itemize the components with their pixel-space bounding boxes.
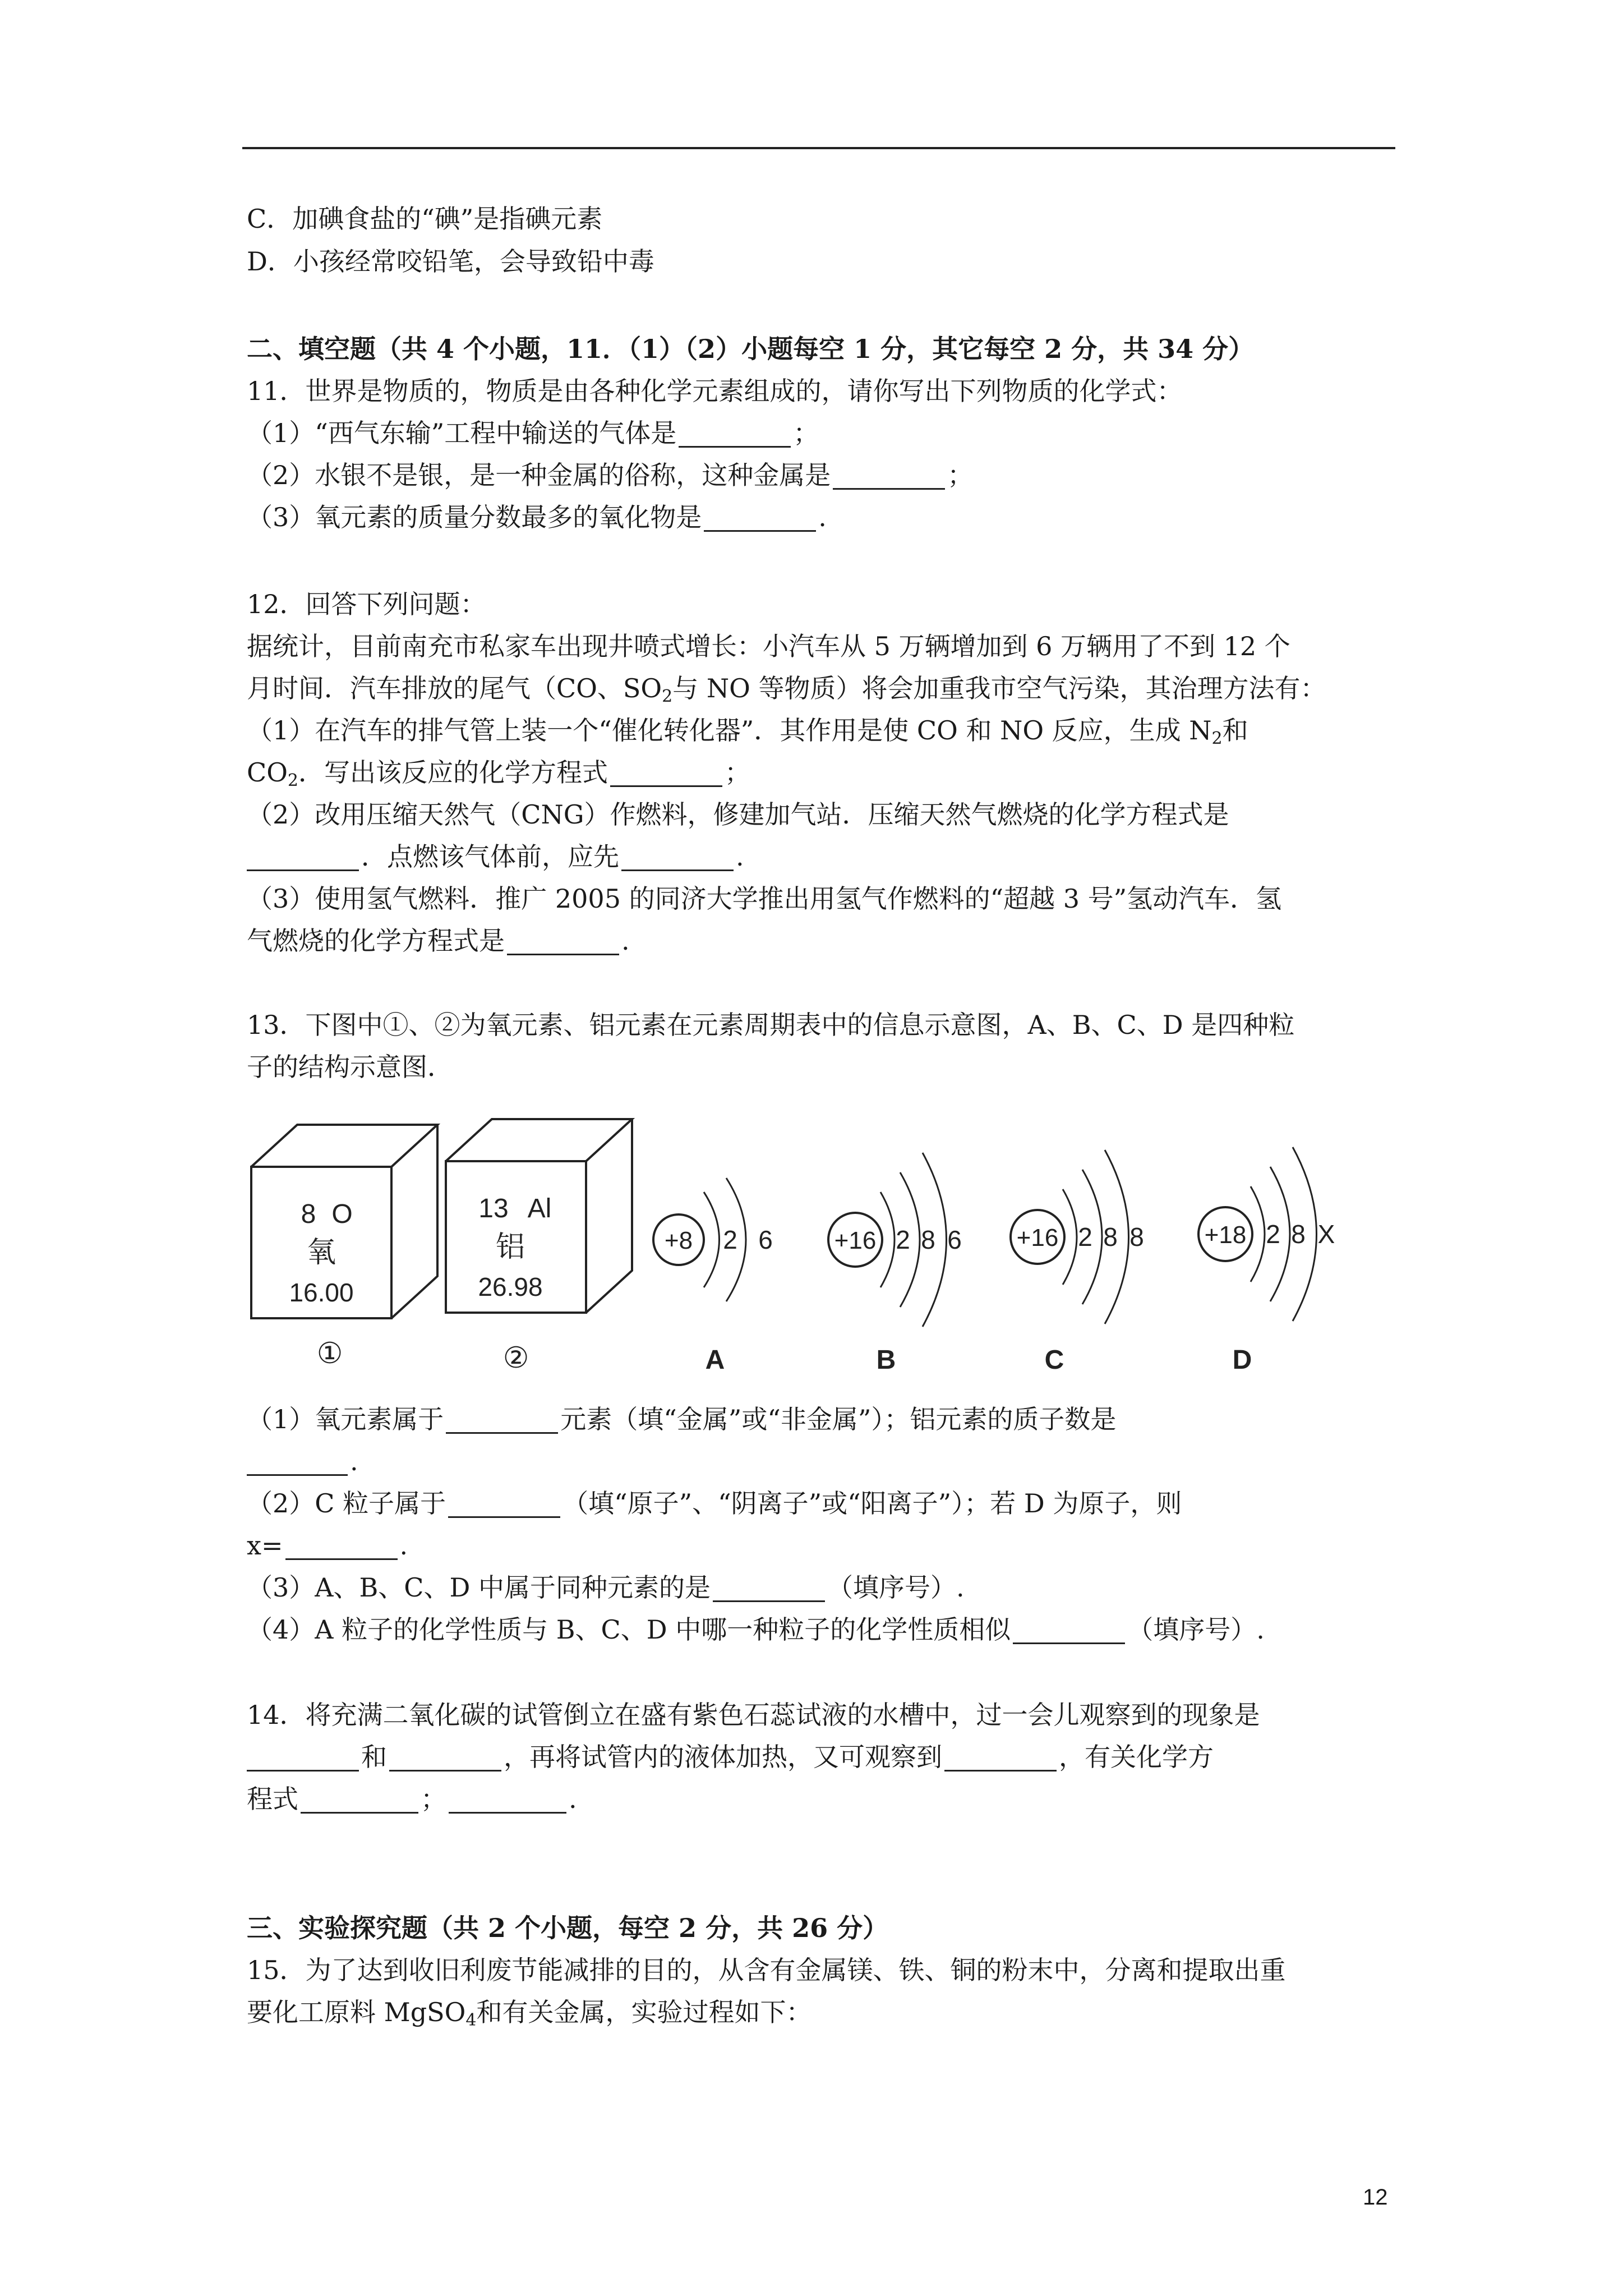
- answer-blank[interactable]: [247, 1744, 359, 1772]
- q12-part1: （1）在汽车的排气管上装一个“催化转化器”．其作用是使 CO 和 NO 反应，生成 $N_2$和: [247, 715, 1248, 748]
- q13-part2: （2）C 粒子属于 （填“原子”、“阴离子”或“阳离子”）；若 D 为原子，则: [247, 1488, 1182, 1519]
- oxygen-mass: 16.00: [289, 1278, 354, 1307]
- atom-diagram-a: [653, 1178, 773, 1375]
- q14-line2: 和 ，再将试管内的液体加热，又可观察到 ，有关化学方: [247, 1740, 1214, 1774]
- q11-part1: （1）“西气东输”工程中输送的气体是 ；: [247, 418, 819, 448]
- svg-text:8: 8: [1291, 1220, 1306, 1249]
- answer-blank[interactable]: [679, 420, 791, 448]
- answer-blank[interactable]: [247, 1448, 348, 1476]
- answer-blank[interactable]: [621, 844, 734, 871]
- section-2-header: 二、填空题（共 4 个小题，11．（1）（2）小题每空 1 分，其它每空 2 分，共 34 分）: [247, 334, 1255, 364]
- q11-part3: （3）氧元素的质量分数最多的氧化物是 .: [247, 502, 827, 532]
- q13-part4: （4）A 粒子的化学性质与 B、C、D 中哪一种粒子的化学性质相似 （填序号）.: [247, 1614, 1265, 1645]
- oxygen-symbol: O: [331, 1199, 353, 1229]
- q15-stem: 15．为了达到收旧利废节能减排的目的，从含有金属镁、铁、铜的粉末中，分离和提取出重: [247, 1955, 1286, 1985]
- answer-blank[interactable]: [713, 1575, 825, 1602]
- q13-stem-1: 13．下图中①、②为氧元素、铝元素在元素周期表中的信息示意图，A、B、C、D 是四种粒: [247, 1010, 1295, 1040]
- atom-diagram-c: [1011, 1150, 1144, 1375]
- q11-part2: （2）水银不是银，是一种金属的俗称，这种金属是 ；: [247, 460, 974, 490]
- label-2: ②: [502, 1342, 529, 1374]
- atom-diagram-b: [828, 1153, 962, 1375]
- oxygen-number: 8: [301, 1199, 316, 1229]
- answer-blank[interactable]: [285, 1533, 398, 1560]
- svg-text:A: A: [705, 1345, 725, 1375]
- svg-text:6: 6: [947, 1225, 962, 1254]
- q11-stem: 11．世界是物质的，物质是由各种化学元素组成的，请你写出下列物质的化学式：: [247, 376, 1183, 406]
- answer-blank[interactable]: [448, 1490, 560, 1518]
- svg-text:D: D: [1232, 1345, 1252, 1375]
- atom-diagram-d: [1198, 1147, 1335, 1375]
- aluminum-symbol: Al: [527, 1194, 552, 1223]
- q13-part3: （3）A、B、C、D 中属于同种元素的是 （填序号）.: [247, 1572, 965, 1603]
- q15-stem-cont: 要化工原料 MgSO$_4$和有关金属，实验过程如下：: [247, 1997, 812, 2030]
- svg-text:2: 2: [723, 1225, 737, 1254]
- aluminum-name: 铝: [495, 1231, 525, 1263]
- q12-part3-cont: 气燃烧的化学方程式是 .: [247, 926, 630, 956]
- q14-stem: 14．将充满二氧化碳的试管倒立在盛有紫色石蕊试液的水槽中，过一会儿观察到的现象是: [247, 1700, 1260, 1730]
- q12-part2-cont: ．点燃该气体前，应先 .: [247, 840, 744, 873]
- answer-blank[interactable]: [301, 1786, 418, 1814]
- svg-text:8: 8: [921, 1225, 935, 1254]
- q13-part2-cont: x= .: [247, 1530, 408, 1561]
- periodic-table-and-atom-diagrams: [247, 1099, 1391, 1391]
- answer-blank[interactable]: [704, 504, 816, 532]
- q12-stem: 12．回答下列问题：: [247, 589, 486, 619]
- section-3-header: 三、实验探究题（共 2 个小题，每空 2 分，共 26 分）: [247, 1913, 889, 1943]
- svg-text:6: 6: [758, 1225, 773, 1254]
- q13-part1: （1）氧元素属于 元素（填“金属”或“非金属”）；铝元素的质子数是: [247, 1404, 1117, 1434]
- q12-para2: 月时间．汽车排放的尾气（CO、$SO_2$与 NO 等物质）将会加重我市空气污染，其治理方法有：: [247, 673, 1326, 706]
- svg-text:8: 8: [1129, 1222, 1144, 1251]
- q12-para1: 据统计，目前南充市私家车出现井喷式增长：小汽车从 5 万辆增加到 6 万辆用了不到 12 个: [247, 631, 1290, 661]
- label-1: ①: [316, 1337, 343, 1370]
- answer-blank[interactable]: [1013, 1617, 1125, 1644]
- q13-part1-cont: .: [247, 1444, 358, 1478]
- svg-text:2: 2: [1078, 1222, 1092, 1251]
- answer-blank[interactable]: [507, 928, 619, 955]
- answer-blank[interactable]: [389, 1744, 501, 1772]
- svg-text:+16: +16: [834, 1227, 877, 1254]
- svg-text:+8: +8: [664, 1227, 693, 1254]
- svg-text:8: 8: [1103, 1222, 1118, 1251]
- q13-stem-2: 子的结构示意图．: [247, 1052, 453, 1082]
- svg-text:+18: +18: [1204, 1221, 1247, 1249]
- answer-blank[interactable]: [833, 462, 945, 490]
- answer-blank[interactable]: [449, 1786, 566, 1814]
- svg-text:2: 2: [1266, 1220, 1280, 1249]
- q14-line3: 程式 ； .: [247, 1784, 577, 1814]
- oxygen-name: 氧: [306, 1236, 336, 1269]
- q12-part1-cont: $CO_2$．写出该反应的化学方程式 ；: [247, 757, 751, 790]
- answer-blank[interactable]: [446, 1406, 558, 1434]
- svg-text:C: C: [1044, 1345, 1064, 1375]
- answer-blank[interactable]: [247, 844, 359, 871]
- aluminum-number: 13: [478, 1194, 509, 1223]
- page-number: 12: [1363, 2185, 1388, 2210]
- aluminum-mass: 26.98: [478, 1272, 543, 1301]
- answer-blank[interactable]: [944, 1744, 1057, 1772]
- svg-text:B: B: [876, 1345, 896, 1375]
- option-c: C．加碘食盐的“碘”是指碘元素: [247, 204, 603, 234]
- q12-part3: （3）使用氢气燃料．推广 2005 的同济大学推出用氢气作燃料的“超越 3 号”氢动汽车．氢: [247, 884, 1282, 914]
- option-d: D．小孩经常咬铅笔，会导致铅中毒: [247, 246, 654, 277]
- answer-blank[interactable]: [610, 760, 722, 787]
- header-rule: [242, 147, 1395, 149]
- svg-text:2: 2: [896, 1225, 910, 1254]
- q12-part2: （2）改用压缩天然气（CNG）作燃料，修建加气站．压缩天然气燃烧的化学方程式是: [247, 799, 1229, 830]
- svg-text:X: X: [1317, 1220, 1335, 1249]
- svg-text:+16: +16: [1016, 1224, 1059, 1251]
